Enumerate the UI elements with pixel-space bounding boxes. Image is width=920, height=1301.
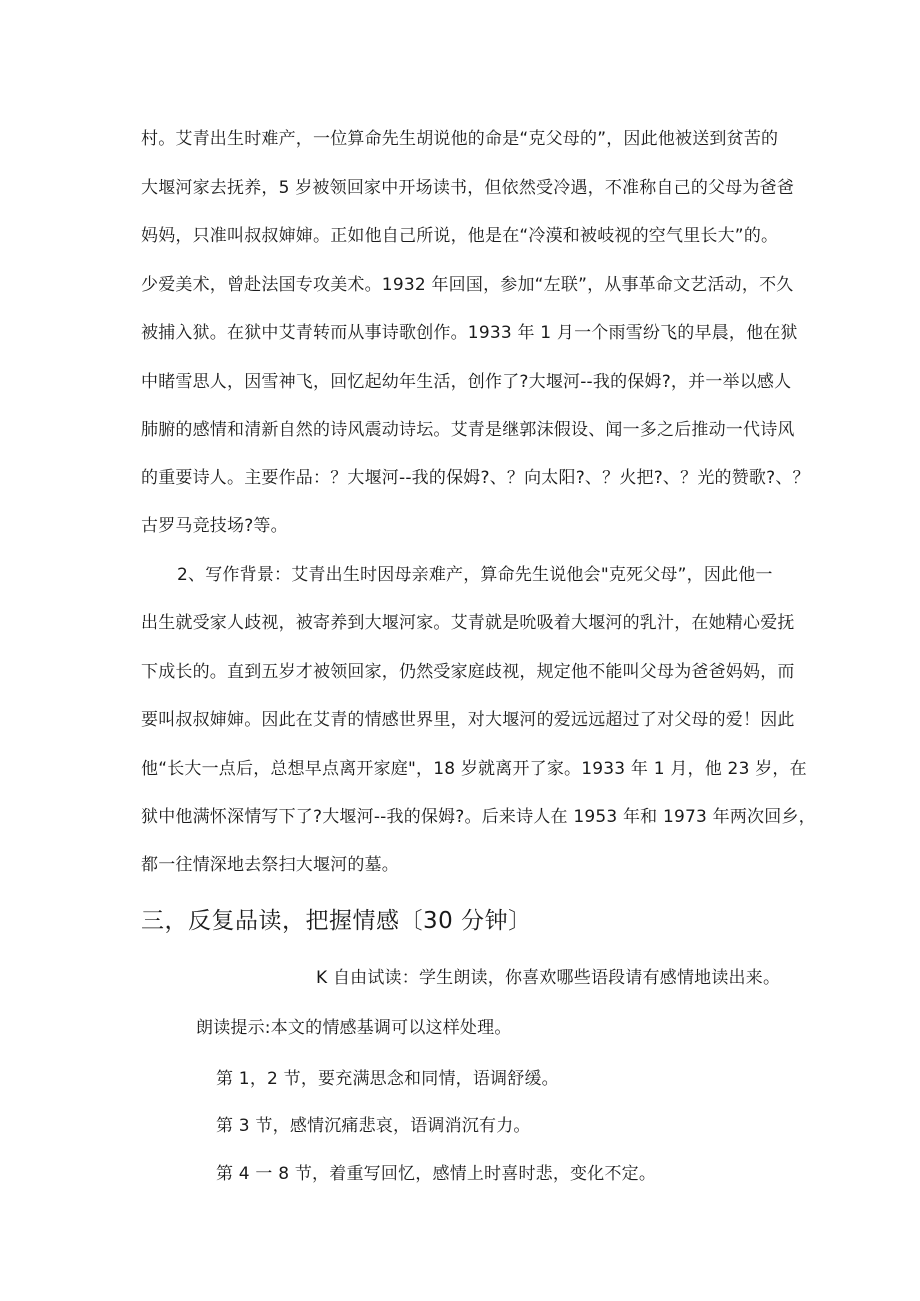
text-line: 少爱美术，曾赴法国专攻美术。1932 年回国，参加“左联”，从事革命文艺活动，不久 [141,275,794,295]
text-line: 的重要诗人。主要作品：？大堰河--我的保姆?、？向太阳?、？火把?、？光的赞歌?、？ [141,468,810,488]
text-line: 要叫叔叔婶婶。因此在艾青的情感世界里，对大堰河的爱远远超过了对父母的爱！因此 [141,710,795,730]
text-line: 他“长大一点后，总想早点离开家庭"，18 岁就离开了家。1933 年 1 月，他 23 岁，在 [141,759,807,779]
text-line: 都一往情深地去祭扫大堰河的墓。 [141,855,399,875]
list-item: 第 3 节，感情沉痛悲哀，语调消沉有力。 [216,1116,531,1136]
text-line: 肺腑的感情和清新自然的诗风震动诗坛。艾青是继郭沫假设、闻一多之后推动一代诗风 [141,420,795,440]
text-line: 出生就受家人歧视，被寄养到大堰河家。艾青就是吮吸着大堰河的乳汁，在她精心爱抚 [141,613,795,633]
text-line: 大堰河家去抚养，5 岁被领回家中开场读书，但依然受冷遇，不准称自己的父母为爸爸 [141,178,795,198]
text-line: 被捕入狱。在狱中艾青转而从事诗歌创作。1933 年 1 月一个雨雪纷飞的早晨，他在狱 [141,323,798,343]
text-line: 村。艾青出生时难产，一位算命先生胡说他的命是“克父母的”，因此他被送到贫苦的 [141,129,779,149]
list-item: 第 1，2 节，要充满思念和同情，语调舒缓。 [216,1069,559,1089]
text-line: 2、写作背景：艾青出生时因母亲难产，算命先生说他会"克死父母”，因此他一 [177,565,773,585]
list-item: 第 4 一 8 节，着重写回忆，感情上时喜时悲，变化不定。 [216,1164,657,1184]
reading-tip: 朗读提示:本文的情感基调可以这样处理。 [196,1018,512,1038]
text-line: 下成长的。直到五岁才被领回家，仍然受家庭歧视，规定他不能叫父母为爸爸妈妈，而 [141,662,795,682]
free-reading-line: K 自由试读：学生朗读，你喜欢哪些语段请有感情地读出来。 [316,968,781,988]
section-heading: 三，反复品读，把握情感〔30 分钟〕 [141,908,532,934]
text-line: 中睹雪思人，因雪神飞，回忆起幼年生活，创作了?大堰河--我的保姆?，并一举以感人 [141,372,792,392]
text-line: 古罗马竞技场?等。 [141,516,288,536]
text-line: 狱中他满怀深情写下了?大堰河--我的保姆?。后来诗人在 1953 年和 1973 年两次回乡， [141,807,816,827]
text-line: 妈妈，只准叫叔叔婶婶。正如他自己所说，他是在“冷漠和被岐视的空气里长大”的。 [141,226,779,246]
